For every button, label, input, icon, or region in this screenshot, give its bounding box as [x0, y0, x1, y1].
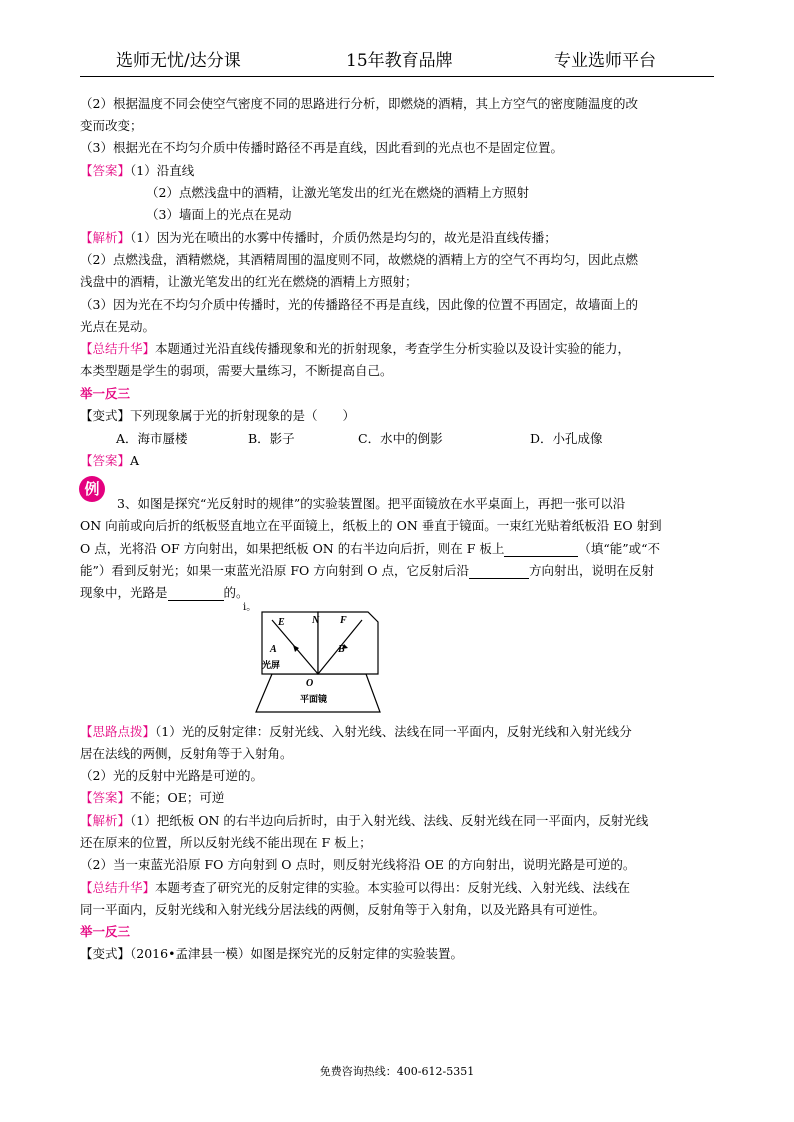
variant-question: 【变式】（2016•孟津县一模）如图是探究光的反射定律的实验装置。 — [80, 946, 463, 961]
variant-answer: 【答案】A — [80, 453, 140, 468]
answer-line: （3）墙面上的光点在晃动 — [146, 207, 292, 222]
mirror-shape — [256, 674, 380, 712]
label-F: F — [340, 615, 347, 626]
answer-tag: 【答案】 — [80, 163, 131, 178]
analysis-line: （3）因为光在不均匀介质中传播时，光的传播路径不再是直线，因此像的位置不再固定，故墙面上的 — [80, 297, 638, 312]
label-B: B — [338, 644, 345, 655]
answer-tag: 【答案】 — [80, 790, 131, 805]
summary-line: 同一平面内，反射光线和入射光线分居法线的两侧，反射角等于入射角，以及光路具有可逆性。 — [80, 902, 606, 917]
answer-line: （2）点燃浅盘中的酒精，让激光笔发出的红光在燃烧的酒精上方照射 — [146, 185, 529, 200]
hint-line: 居在法线的两侧，反射角等于入射角。 — [80, 746, 293, 761]
figure-label: i。 — [243, 602, 257, 613]
answer-line: 【答案】不能；OE；可逆 — [80, 790, 225, 805]
question-line: 3、如图是探究“光反射时的规律”的实验装置图。把平面镜放在水平桌面上，再把一张可以沿 — [117, 496, 626, 511]
blank-3[interactable] — [168, 587, 224, 601]
answer-tag: 【答案】 — [80, 453, 131, 468]
analysis-line: 光点在晃动。 — [80, 319, 156, 334]
question-line: 现象中，光路是 的。 — [80, 585, 249, 600]
text-line: 变而改变； — [80, 118, 143, 133]
page-footer: 免费咨询热线：400-612-5351 — [319, 1065, 475, 1078]
example-badge: 例 — [79, 476, 105, 502]
question-line: ON 向前或向后折的纸板竖直地立在平面镜上，纸板上的 ON 垂直于镜面。一束红光贴着纸板沿 EO 射到 — [80, 518, 662, 533]
text-line: （3）根据光在不均匀介质中传播时路径不再是直线，因此看到的光点也不是固定位置。 — [80, 140, 563, 155]
practice-heading: 举一反三 — [80, 386, 131, 401]
analysis-line: 【解析】（1）因为光在喷出的水雾中传播时，介质仍然是均匀的，故光是沿直线传播； — [80, 230, 557, 245]
analysis-line: 还在原来的位置，所以反射光线不能出现在 F 板上； — [80, 835, 372, 850]
label-screen: 光屏 — [262, 661, 281, 671]
label-A: A — [270, 644, 277, 655]
analysis-line: 【解析】（1）把纸板 ON 的右半边向后折时，由于入射光线、法线、反射光线在同一平面内，反射光线 — [80, 813, 649, 828]
analysis-line: （2）当一束蓝光沿原 FO 方向射到 O 点时，则反射光线将沿 OE 的方向射出，说明光路是可逆的。 — [80, 857, 636, 872]
page-header — [80, 50, 714, 77]
label-N: N — [312, 615, 320, 626]
variant-tag: 【变式】 — [80, 408, 131, 423]
summary-line: 【总结升华】本题通过光沿直线传播现象和光的折射现象，考查学生分析实验以及设计实验的能力， — [80, 341, 631, 356]
header-platform: 专业选师平台 — [554, 51, 656, 71]
text-line: （2）根据温度不同会使空气密度不同的思路进行分析，即燃烧的酒精，其上方空气的密度随温度的改 — [80, 96, 638, 111]
analysis-line: 浅盘中的酒精，让激光笔发出的红光在燃烧的酒精上方照射； — [80, 274, 418, 289]
header-slogan: 15年教育品牌 — [346, 51, 453, 71]
summary-tag: 【总结升华】 — [80, 341, 156, 356]
screen-right-half — [318, 612, 378, 674]
question-line: 能”）看到反射光；如果一束蓝光沿原 FO 方向射到 O 点，它反射后沿 方向射出，说明在反射 — [80, 563, 654, 578]
option-b: B．影子 — [248, 431, 295, 446]
label-mirror: 平面镜 — [300, 695, 328, 705]
practice-heading: 举一反三 — [80, 924, 131, 939]
question-line: O 点，光将沿 OF 方向射出，如果把纸板 ON 的右半边向后折，则在 F 板上 （填“能”或“不 — [80, 541, 661, 556]
summary-tag: 【总结升华】 — [80, 880, 156, 895]
hint-line: （2）光的反射中光路是可逆的。 — [80, 768, 263, 783]
summary-line: 本类型题是学生的弱项，需要大量练习，不断提高自己。 — [80, 363, 393, 378]
option-d: D．小孔成像 — [530, 431, 603, 446]
reflection-diagram — [248, 608, 388, 718]
option-c: C．水中的倒影 — [358, 431, 443, 446]
analysis-tag: 【解析】 — [80, 230, 131, 245]
answer-line: 【答案】（1）沿直线 — [80, 163, 195, 178]
option-a: A．海市蜃楼 — [116, 431, 188, 446]
header-brand: 选师无忧/达分课 — [116, 51, 241, 71]
hint-line: 【思路点拨】（1）光的反射定律：反射光线、入射光线、法线在同一平面内，反射光线和入射光线分 — [80, 724, 632, 739]
blank-1[interactable] — [504, 543, 578, 557]
variant-tag: 【变式】 — [80, 946, 131, 961]
label-O: O — [306, 678, 314, 689]
analysis-tag: 【解析】 — [80, 813, 131, 828]
label-E: E — [278, 617, 285, 628]
summary-line: 【总结升华】本题考查了研究光的反射定律的实验。本实验可以得出：反射光线、入射光线、法线在 — [80, 880, 631, 895]
analysis-line: （2）点燃浅盘，酒精燃烧，其酒精周围的温度则不同，故燃烧的酒精上方的空气不再均匀，因此点燃 — [80, 252, 638, 267]
hint-tag: 【思路点拨】 — [80, 724, 156, 739]
blank-2[interactable] — [469, 565, 529, 579]
variant-question: 【变式】下列现象属于光的折射现象的是（ ） — [80, 408, 356, 423]
